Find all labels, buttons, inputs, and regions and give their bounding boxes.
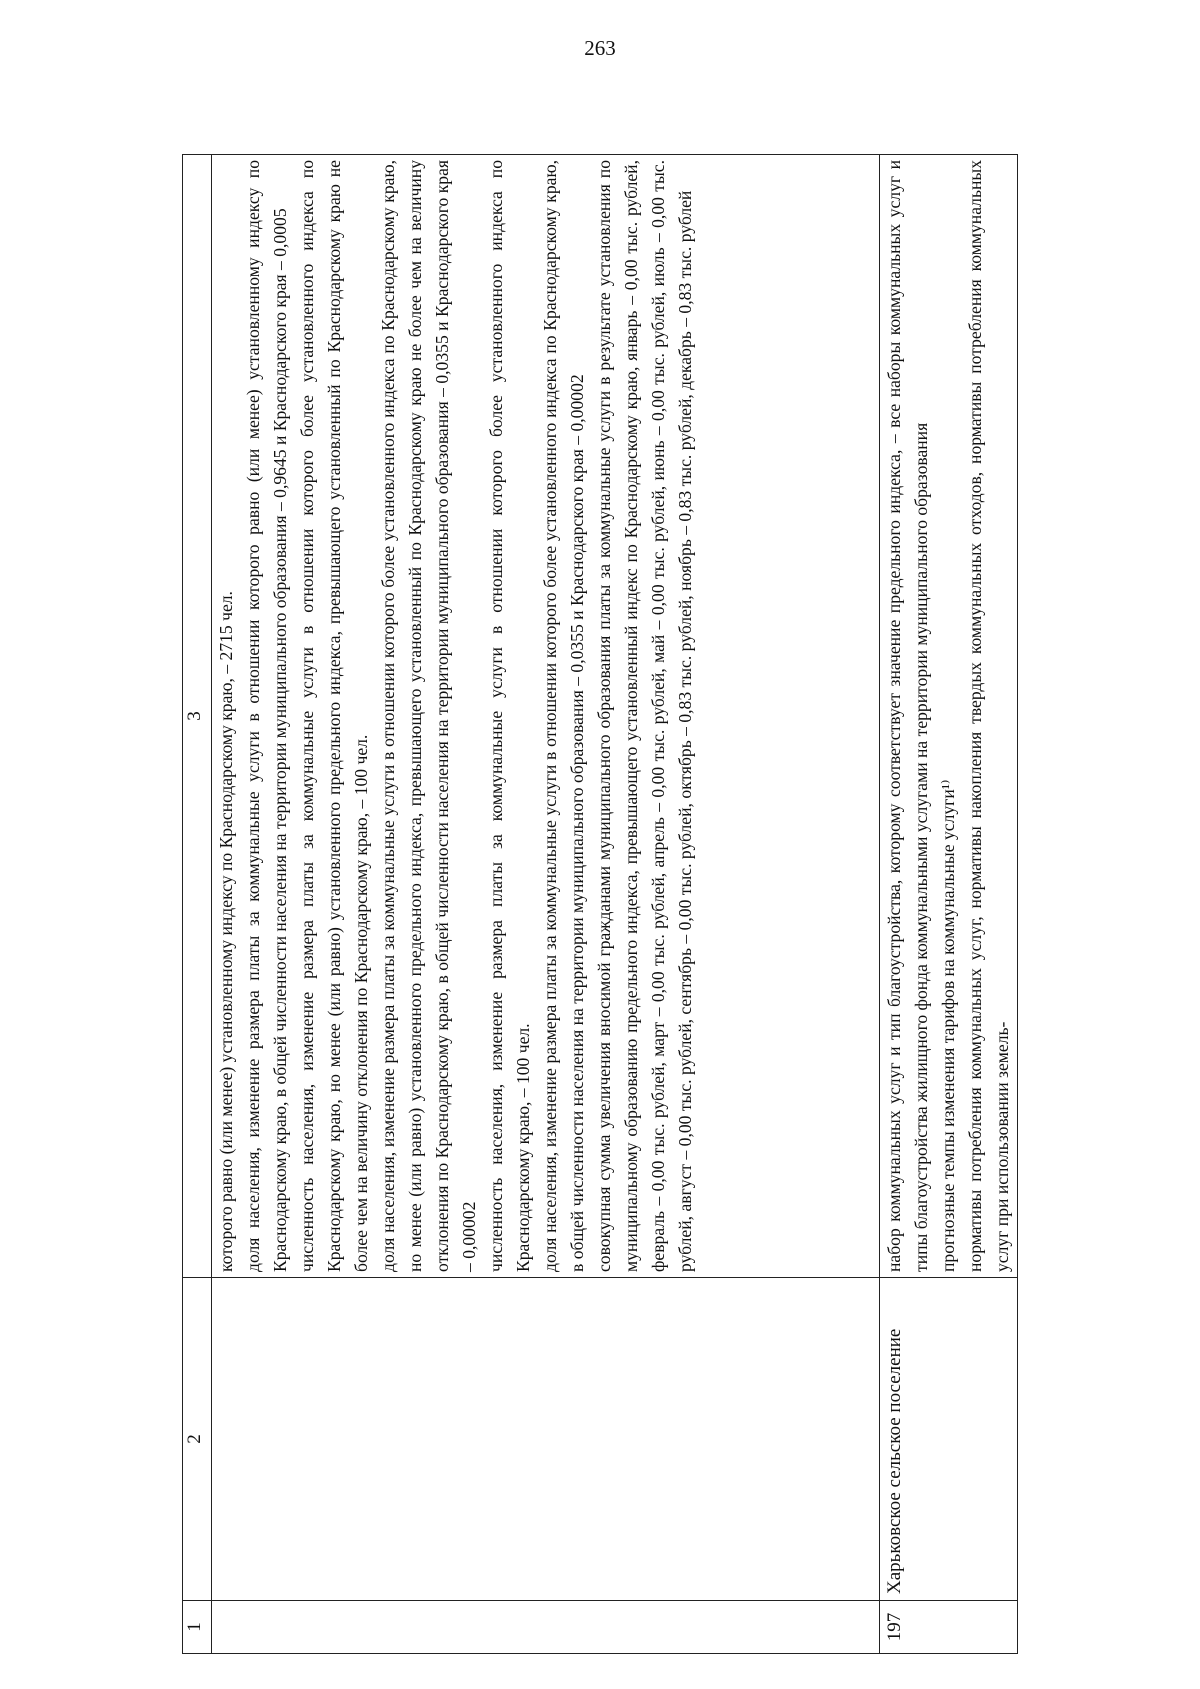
- page-number: 263: [584, 36, 616, 60]
- municipality-name-cell: [212, 1278, 880, 1601]
- column-header-1: 1: [183, 1601, 212, 1654]
- column-header-2: 2: [183, 1278, 212, 1601]
- municipality-name-cell: Харьковское сельское поселение: [880, 1278, 1018, 1601]
- table-row: [212, 155, 880, 1654]
- table-header-row: [183, 155, 212, 1654]
- column-header-3: 3: [183, 155, 212, 1278]
- description-cell: которого равно (или менее) установленному индексу по Краснодарскому краю, – 2715 чел. доля населения, изменение размера платы за коммунальные услуги в отношении которого равно (или менее) установленному индексу по Краснодарскому краю, в общей численности населения на территории муниципального образования – 0,9645 и Краснодарского края – 0,0005 численность населения, изменение размера платы за коммунальные услуги в отношении которого более установленного индекса по Краснодарскому краю, но менее (или равно) установленного предельного индекса, превышающего установленный по Краснодарскому краю не более чем на величину отклонения по Краснодарскому краю, – 100 чел. доля населения, изменение размера платы за коммунальные услуги в отношении которого более установленного индекса по Краснодарскому краю, но менее (или равно) установленного предельного индекса, превышающего установленный по Краснодарскому краю не более чем на величину отклонения по Краснодарскому краю, в общей численности населения на территории муниципального образования – 0,0355 и Краснодарского края – 0,00002 численность населения, изменение размера платы за коммунальные услуги в отношении которого более установленного индекса по Краснодарскому краю, – 100 чел. доля населения, изменение размера платы за коммунальные услуги в отношении которого более установленного индекса по Краснодарскому краю, в общей численности населения на территории муниципального образования – 0,0355 и Краснодарского края – 0,00002 совокупная сумма увеличения вносимой гражданами муниципального образования платы за коммунальные услуги в результате установления по муниципальному образованию предельного индекса, превышающего установленный индекс по Краснодарскому краю, январь – 0,00 тыс. рублей, февраль – 0,00 тыс. рублей, март – 0,00 тыс. рублей, апрель – 0,00 тыс. рублей, май – 0,00 тыс. рублей, июнь – 0,00 тыс. рублей, июль – 0,00 тыс. рублей, август – 0,00 тыс. рублей, сентябрь – 0,00 тыс. рублей, октябрь – 0,83 тыс. рублей, ноябрь – 0,83 тыс. рублей, декабрь – 0,83 тыс. рублей: [212, 155, 880, 1278]
- table-row: [880, 155, 1018, 1654]
- tariff-index-table: [182, 154, 1018, 1654]
- landscape-page-rotated: [182, 154, 1012, 1654]
- row-number-cell: 197: [880, 1601, 1018, 1654]
- description-cell: набор коммунальных услуг и тип благоустройства, которому соответствует значение предельного индекса, – все наборы коммунальных услуг и типы благоустройства жилищного фонда коммунальными услугами на территории муниципального образования прогнозные темпы изменения тарифов на коммунальные услуги¹⁾ нормативы потребления коммунальных услуг, нормативы накопления твердых коммунальных отходов, нормативы потребления коммунальных услуг при использовании земель-: [880, 155, 1018, 1278]
- row-number-cell: [212, 1601, 880, 1654]
